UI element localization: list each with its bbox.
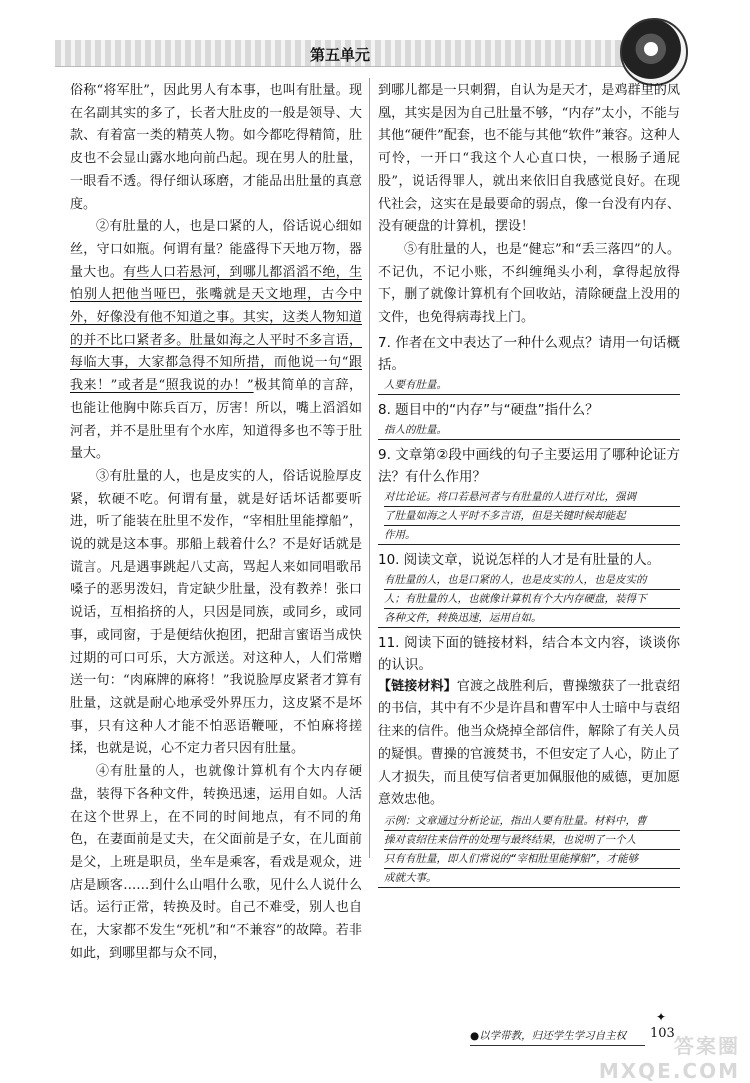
- answer-10-line: 人；有肚量的人，也就像计算机有个大内存硬盘，装得下: [384, 590, 680, 609]
- page-number: 103: [650, 1026, 675, 1041]
- question-9: 9. 文章第②段中画线的句子主要运用了哪种论证方法？有什么作用？: [378, 446, 680, 485]
- column-divider: [369, 78, 370, 858]
- answer-11: [378, 812, 680, 888]
- question-7: 7. 作者在文中表达了一种什么观点？请用一句话概括。: [378, 334, 680, 373]
- answer-11-line: 只有有肚量，即人们常说的“宰相肚里能撑船”，才能够: [384, 850, 680, 869]
- paragraph-2-underlined: 有些人口若悬河，到哪儿都滔滔不绝，生怕别人把他当哑巴，张嘴就是天文地理，古今中外，好像没有他不知道之事。其实，这类人物知道的并不比口紧者多。肚量如海之人平时不多言语，每临大事，大家都急得不知所措，而他说一句“跟我来！”或者是“照我说的办！”: [70, 264, 362, 394]
- answer-11-line: 成就大事。: [384, 871, 437, 884]
- left-column: [70, 80, 362, 965]
- unit-title: 第五单元: [309, 46, 370, 64]
- paragraph-2-intro: ②有肚量的人，也是口紧的人，俗话说心细如丝，守口如瓶。何谓有量？能盛得下天地万物，器量大也。: [70, 219, 362, 280]
- answer-8: 指人的肚量。: [378, 421, 680, 440]
- question-10: 10. 阅读文章，说说怎样的人才是有肚量的人。: [378, 551, 661, 568]
- link-material-text: 官渡之战胜利后，曹操缴获了一批袁绍的书信，其中有不少是许昌和曹军中人士暗中与袁绍往来的信件。他当众烧掉全部信件，解除了有关人员的疑惧。曹操的官渡焚书，不但安定了人心，防止了人才损失，而且使写信者更加佩服他的威德，更加愿意效忠他。: [378, 678, 680, 808]
- mascot-icon: [620, 18, 688, 86]
- answer-10-line: 各种文件，转换迅速，运用自如。: [384, 611, 542, 624]
- paragraph-2: [70, 216, 362, 466]
- answer-9-line: 对比论证。将口若悬河者与有肚量的人进行对比，强调: [384, 488, 680, 507]
- paragraph-1: 俗称“将军肚”，因此男人有本事，也叫有肚量。现在名副其实的多了，长者大肚皮的一般是领导、大款、有着富一类的精英人物。如今都吃得精简，肚皮也不会显山露水地向前凸起。现在男人的肚量，一眼看不透。得仔细认琢磨，才能品出肚量的真意度。: [70, 83, 362, 212]
- answer-9-line: 作用。: [384, 528, 416, 541]
- paragraph-4-continued: 到哪儿都是一只刺猬，自认为是天才，是鸡群里的凤凰，其实是因为自己肚量不够，“内存”太小，不能与其他“硬件”配套，也不能与其他“软件”兼容。这种人可怜，一开口“我这个人心直口快，一根肠子通屁股”，说话得罪人，就出来依旧自我感觉良好。在现代社会，这实在是最要命的弱点，像一台没有内存、没有硬盘的计算机，摆设！: [378, 83, 680, 235]
- answer-9-line: 了肚量如海之人平时不多言语，但是关键时候却能起: [384, 507, 680, 526]
- right-column: [378, 80, 680, 892]
- footer-slogan: ●以学带教，归还学生学习自主权: [470, 1028, 645, 1046]
- answer-10-line: 有肚量的人，也是口紧的人，也是皮实的人，也是皮实的: [384, 571, 680, 590]
- unit-header: [55, 40, 625, 67]
- answer-11-line: 操对袁绍往来信件的处理与最终结果，也说明了一个人: [384, 831, 680, 850]
- answer-10: [378, 571, 680, 628]
- question-8: 8. 题目中的“内存”与“硬盘”指什么？: [378, 401, 599, 418]
- answer-11-line: 示例：文章通过分析论证，指出人要有肚量。材料中，曹: [384, 812, 680, 831]
- paragraph-4: ④有肚量的人，也就像计算机有个大内存硬盘，装得下各种文件，转换迅速，运用自如。人活在这个世界上，在不同的时间地点，有不同的角色，在妻面前是丈夫，在父面前是子女，在儿面前是父，上班是职员，坐车是乘客，看戏是观众，进店是顾客……到什么山唱什么歌，见什么人说什么话。运行正常，转换及时。自己不难受，别人也自在，大家都不发生“死机”和“不兼容”的故障。若非如此，到哪里都与众不同，: [70, 764, 362, 961]
- paragraph-5: ⑤有肚量的人，也是“健忘”和“丢三落四”的人。不记仇，不记小账，不纠缠绳头小利，拿得起放得下，删了就像计算机有个回收站，清除硬盘上没用的文件，也免得病毒找上门。: [378, 241, 680, 326]
- paragraph-3: ③有肚量的人，也是皮实的人，俗话说脸厚皮紧，软硬不吃。何谓有量，就是好话坏话都要听进，听了能装在肚里不发作，“宰相肚里能撑船”，说的就是这本事。那船上载着什么？不是好话就是谎言。凡是遇事跳起八丈高，骂起人来如同唱歌吊嗓子的恶男泼妇，肯定缺少肚量，没有教养！张口说话，互相掐挤的人，只因是同族，或同乡，或同事，或同窗，于是便结伙抱团，把甜言蜜语当成快过期的可口可乐，大方派送。对这种人，人们常赠送一句：“肉麻牌的麻将！”我说脸厚皮紧者才算有肚量，这就是耐心地承受外界压力，这皮紧不是坏事，只有这种人才能不怕恶语鞭哑，不怕麻将搓揉，也就是说，心不定力者只因有肚量。: [70, 468, 362, 757]
- link-material-tag: 【链接材料】: [378, 678, 457, 694]
- watermark: 答案圈 MXQE.COM: [598, 1034, 740, 1083]
- answer-9: [378, 488, 680, 545]
- question-11: 11. 阅读下面的链接材料，结合本文内容，谈谈你的认识。: [378, 634, 680, 673]
- star-icon: ✦: [656, 1010, 667, 1024]
- paragraph-2-end: 极其简单的言辞，也能让他胸中陈兵百万，厉害！所以，嘴上滔滔如河者，并不是肚里有个水库，知道得多也不等于肚量大。: [70, 378, 362, 462]
- answer-7: 人要有肚量。: [378, 376, 680, 395]
- link-material: [378, 676, 680, 812]
